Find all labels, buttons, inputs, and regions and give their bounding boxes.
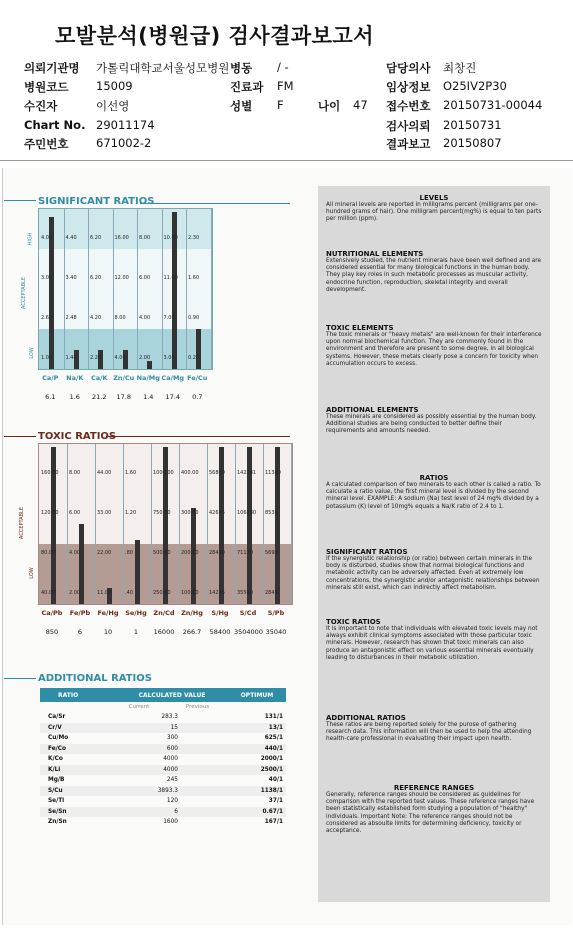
ratio-current: 4000 — [163, 766, 178, 773]
ratio-name: Fe/Co — [48, 745, 67, 752]
divider — [0, 160, 573, 161]
chart-column — [186, 209, 212, 369]
sig-band-low-label: LOW — [28, 347, 35, 359]
tick-label: 4.00 — [69, 549, 81, 556]
info-block-text: The toxic minerals or "heavy metals" are well-known for their interference upon normal biochemical function. They are commonly found in the environment and therefore are present to some degree, in all biological systems. However, these metals clearly pose a concern for toxicity when accumulation occurs to excess. — [326, 332, 542, 367]
ratio-label: Se/Hg — [125, 609, 147, 617]
sub-current: Current — [128, 704, 150, 710]
value-receipt-no: 20150731-00044 — [443, 98, 543, 112]
significant-rule-right — [140, 203, 290, 204]
chart-column — [179, 444, 208, 604]
tick-label: 1.40 — [65, 354, 77, 361]
chart-bar — [135, 540, 140, 604]
info-block-title: TOXIC ELEMENTS — [326, 324, 394, 332]
ratio-current: 4000 — [163, 756, 178, 763]
ratio-value: 16000 — [153, 628, 175, 636]
ratio-label: Fe/Pb — [69, 609, 91, 617]
ratio-value: 850 — [45, 628, 59, 636]
value-report-date: 20150807 — [443, 136, 502, 150]
ratio-label: S/Cd — [239, 609, 257, 617]
ratio-current: 1600 — [163, 819, 178, 826]
chart-column — [88, 209, 114, 369]
table-row — [40, 817, 286, 828]
tick-label: 6.00 — [69, 509, 81, 516]
tick-label: 4.00 — [114, 354, 126, 361]
tick-label: 3.00 — [163, 354, 175, 361]
label-sex: 성별 — [230, 99, 253, 113]
table-row — [40, 807, 286, 818]
ratio-current: 245 — [166, 777, 178, 784]
label-resident-no: 주민번호 — [24, 137, 69, 151]
additional-rows — [40, 712, 286, 828]
toxic-chart — [38, 443, 293, 605]
tick-label: 4.00 — [139, 314, 151, 321]
ratio-optimum: 13/1 — [268, 724, 283, 731]
tick-label: 28450 — [209, 549, 225, 556]
significant-rule — [4, 200, 36, 201]
ratio-current: 3893.3 — [157, 787, 178, 794]
ratio-name: Ca/Sr — [48, 714, 66, 721]
info-block-text: A calculated comparison of two minerals to each other is called a ratio. To calculate a ratio value, the first mineral level is divided by the second mineral level. EXAMPLE: A sodium (Na) test level of 24 mg% divided by a potassium (K) level of 10mg% equals a Na/K ratio of 2.4 to 1. — [326, 482, 541, 510]
ratio-label: Ca/Pb — [41, 609, 63, 617]
ratio-current: 300 — [166, 735, 178, 742]
tick-label: 4.00 — [41, 234, 53, 241]
ratio-value: 35040 — [265, 628, 287, 636]
ratio-value: 21.2 — [92, 393, 107, 401]
label-patient: 수진자 — [24, 99, 58, 113]
ratio-label: Zn/Cu — [113, 374, 135, 382]
tick-label: 14225 — [209, 589, 225, 596]
ratio-label: S/Hg — [211, 609, 229, 617]
ratio-value: 1.4 — [143, 393, 154, 401]
tick-label: 4.20 — [90, 314, 102, 321]
ratio-optimum: 2000/1 — [260, 756, 283, 763]
tick-label: 400.00 — [181, 469, 199, 476]
ratio-optimum: 131/1 — [264, 714, 283, 721]
ratio-label: Ca/K — [90, 374, 108, 382]
label-ward: 병동 — [230, 61, 253, 75]
significant-title: SIGNIFICANT RATIOS — [38, 196, 155, 207]
tick-label: 11.00 — [97, 589, 112, 596]
value-ward: / - — [277, 60, 289, 74]
ratio-name: Mg/B — [48, 777, 65, 784]
ratio-current: 600 — [166, 745, 178, 752]
tick-label: 2845 — [265, 589, 278, 596]
additional-rule — [4, 678, 36, 679]
label-age: 나이 — [318, 99, 341, 113]
value-resident-no: 671002-2 — [96, 136, 152, 150]
tick-label: 8.00 — [114, 314, 126, 321]
ratio-value: 6.1 — [45, 393, 56, 401]
info-block-title: NUTRITIONAL ELEMENTS — [326, 250, 424, 258]
tick-label: 80.00 — [41, 549, 56, 556]
tick-label: 33.00 — [97, 509, 112, 516]
sig-band-high-label: HIGH — [27, 232, 34, 246]
report-title: 모발분석(병원급) 검사결과보고서 — [55, 24, 375, 48]
tick-label: 40.00 — [41, 589, 56, 596]
toxic-rule-right — [106, 436, 290, 437]
tick-label: 2.48 — [65, 314, 77, 321]
tick-label: 106880 — [237, 509, 257, 516]
tick-label: 0.90 — [188, 314, 200, 321]
tick-label: 3.40 — [65, 274, 77, 281]
chart-column — [137, 209, 163, 369]
table-row — [40, 796, 286, 807]
tick-label: 11.00 — [163, 274, 178, 281]
tick-label: 500.00 — [153, 549, 171, 556]
value-clinical-info: O25IV2P30 — [443, 79, 507, 93]
chart-column — [151, 444, 180, 604]
tick-label: 300.00 — [181, 509, 199, 516]
info-block-text: Extensively studied, the nutrient minerals have been well defined and are considered essential for many biological functions in the human body. They play key roles in such metabolic processes as muscular activity, endocrine function, reproduction, skeletal integrity and overall development. — [326, 258, 542, 293]
tick-label: 11380 — [265, 469, 281, 476]
ratio-label: Na/Mg — [136, 374, 160, 382]
ratio-name: Se/Sn — [48, 808, 67, 815]
tick-label: 200.00 — [181, 549, 199, 556]
toxic-rule — [4, 436, 36, 437]
tick-label: 1.60 — [188, 274, 200, 281]
info-block — [326, 406, 542, 436]
ratio-current: 6 — [174, 808, 178, 815]
label-request-date: 검사의뢰 — [386, 119, 431, 133]
chart-column — [67, 444, 96, 604]
table-row — [40, 712, 286, 723]
value-hospital-code: 15009 — [96, 79, 133, 93]
ratio-value: 3504000 — [234, 628, 263, 636]
info-block — [326, 194, 542, 224]
ratio-name: S/Cu — [48, 787, 63, 794]
info-block-text: All mineral levels are reported in milligrams percent (milligrams per one-hundred grams of hair). One milligram percent(mg%) is equal to ten parts per million (ppm). — [326, 202, 542, 223]
significant-chart — [38, 208, 213, 370]
tick-label: 6.00 — [139, 274, 151, 281]
info-block-text: These minerals are considered as possibly essential by the human body. Additional studies are being conducted to better define their requirements and amounts needed. — [326, 414, 537, 435]
ratio-value: 266.7 — [182, 628, 202, 636]
tick-label: 8.00 — [139, 234, 151, 241]
table-row — [40, 786, 286, 797]
tick-label: 2.20 — [90, 354, 102, 361]
chart-column — [235, 444, 264, 604]
tick-label: 2.60 — [41, 314, 53, 321]
chart-column — [263, 444, 292, 604]
info-block-title: TOXIC RATIOS — [326, 618, 381, 626]
info-block — [326, 474, 542, 511]
chart-column — [207, 444, 236, 604]
additional-table — [40, 688, 286, 828]
table-row — [40, 723, 286, 734]
info-block — [326, 784, 542, 835]
chart-bar — [196, 329, 201, 369]
tick-label: 44.00 — [97, 469, 112, 476]
ratio-name: K/Co — [48, 756, 63, 763]
col-calculated: CALCULATED VALUE — [138, 691, 206, 699]
table-row — [40, 744, 286, 755]
tick-label: 8535 — [265, 509, 278, 516]
info-block-title: ADDITIONAL ELEMENTS — [326, 406, 419, 414]
info-block-title: LEVELS — [419, 194, 449, 202]
ratio-value: 17.4 — [165, 393, 180, 401]
ratio-label: Ca/Mg — [161, 374, 185, 382]
ratio-optimum: 1138/1 — [260, 787, 283, 794]
tick-label: 10.00 — [163, 234, 178, 241]
info-block-title: SIGNIFICANT RATIOS — [326, 548, 408, 556]
tick-label: 160.00 — [41, 469, 59, 476]
ratio-label: S/Pb — [267, 609, 285, 617]
value-institution: 가톨릭대학교서울성모병원 — [96, 61, 230, 75]
tick-label: 5690 — [265, 549, 278, 556]
label-clinical-info: 임상정보 — [386, 80, 431, 94]
ratio-label: Na/K — [66, 374, 84, 382]
value-sex: F — [277, 98, 284, 112]
tick-label: 2.00 — [69, 589, 81, 596]
info-block — [326, 618, 542, 662]
info-block-text: These ratios are being reported solely for the purose of gathering research data. This information will then be used to help the attending health-care professional in evaluating their impact upon health. — [326, 722, 532, 743]
label-hospital-code: 병원코드 — [24, 80, 69, 94]
tick-label: 1.00 — [41, 354, 53, 361]
ratio-optimum: 40/1 — [268, 777, 283, 784]
ratio-value: 17.8 — [116, 393, 131, 401]
col-ratio: RATIO — [58, 691, 79, 699]
tick-label: 6.20 — [90, 274, 102, 281]
ratio-optimum: 0.67/1 — [262, 808, 283, 815]
tick-label: 100.00 — [181, 589, 199, 596]
tox-band-low-label: LOW — [28, 567, 35, 579]
tick-label: 1000.00 — [153, 469, 174, 476]
label-receipt-no: 접수번호 — [386, 99, 431, 113]
label-institution: 의뢰기관명 — [24, 61, 80, 75]
tick-label: 6.20 — [90, 234, 102, 241]
sub-previous: Previous — [185, 704, 210, 710]
value-department: FM — [277, 79, 294, 93]
tick-label: 16.00 — [114, 234, 129, 241]
chart-bar — [147, 361, 152, 369]
ratio-current: 15 — [170, 724, 178, 731]
tick-label: .40 — [125, 589, 133, 596]
tick-label: 1.20 — [125, 509, 137, 516]
ratio-name: Cr/V — [48, 724, 62, 731]
tick-label: 2.00 — [139, 354, 151, 361]
tick-label: 42675 — [209, 509, 225, 516]
ratio-value: 10 — [103, 628, 113, 636]
tick-label: 120.00 — [41, 509, 59, 516]
chart-column — [113, 209, 139, 369]
tick-label: 142281 — [237, 469, 257, 476]
toxic-title: TOXIC RATIOS — [38, 431, 117, 442]
table-row — [40, 765, 286, 776]
tick-label: 22.00 — [97, 549, 112, 556]
ratio-name: K/Li — [48, 766, 61, 773]
ratio-optimum: 37/1 — [268, 798, 283, 805]
ratio-optimum: 2500/1 — [260, 766, 283, 773]
info-block-text: If the synergistic relationship (or ratio) between certain minerals in the body is disturbed, studies show that normal biological functions and metabolic activity can be adversely affected. Even at extremely low concentrations, the synergistic and/or antagonistic relationships between minerals still exist, which can indirectly affect metabolism. — [326, 556, 540, 591]
tick-label: 3.00 — [41, 274, 53, 281]
info-block-title: RATIOS — [419, 474, 449, 482]
info-block-text: It is important to note that individuals with elevated toxic levels may not always exhibit clinical symptoms associated with those particular toxic minerals. However, research has shown that toxic minerals can also produce an antagonistic effect on various essential minerals eventually leading to disturbances in their metabolic utilization. — [326, 626, 538, 661]
info-block — [326, 324, 542, 368]
chart-column — [64, 209, 90, 369]
ratio-label: Fe/Hg — [97, 609, 119, 617]
ratio-current: 120 — [166, 798, 178, 805]
tox-band-acceptable-label: ACCEPTABLE — [18, 507, 25, 539]
info-block — [326, 714, 542, 744]
info-block-title: ADDITIONAL RATIOS — [326, 714, 406, 722]
label-department: 진료과 — [230, 80, 264, 94]
info-block — [326, 548, 542, 592]
value-request-date: 20150731 — [443, 118, 502, 132]
label-report-date: 결과보고 — [386, 137, 431, 151]
ratio-name: Se/Tl — [48, 798, 65, 805]
ratio-label: Fe/Cu — [187, 374, 208, 382]
tick-label: 8.00 — [69, 469, 81, 476]
ratio-optimum: 440/1 — [264, 745, 283, 752]
table-row — [40, 733, 286, 744]
table-row — [40, 775, 286, 786]
info-block-title: REFERENCE RANGES — [393, 784, 475, 792]
additional-title: ADDITIONAL RATIOS — [38, 673, 152, 684]
ratio-value: 6 — [77, 628, 83, 636]
ratio-value: 58400 — [209, 628, 231, 636]
ratio-label: Zn/Hg — [181, 609, 203, 617]
ratio-current: 283.3 — [161, 714, 178, 721]
tick-label: .80 — [125, 549, 133, 556]
tick-label: 12.00 — [114, 274, 129, 281]
tick-label: 2.30 — [188, 234, 200, 241]
tick-label: 0.20 — [188, 354, 200, 361]
ratio-value: 0.7 — [192, 393, 203, 401]
label-chart-no: Chart No. — [24, 118, 86, 132]
value-patient: 이선영 — [96, 99, 130, 113]
ratio-name: Cu/Mo — [48, 735, 69, 742]
tick-label: 250.00 — [153, 589, 171, 596]
ratio-label: Zn/Cd — [153, 609, 175, 617]
ratio-name: Zn/Sn — [48, 819, 67, 826]
chart-column — [162, 209, 188, 369]
label-doctor: 담당의사 — [386, 61, 431, 75]
ratio-label: Ca/P — [42, 374, 59, 382]
info-block — [326, 250, 542, 294]
tick-label: 1.60 — [125, 469, 137, 476]
tick-label: 750.00 — [153, 509, 171, 516]
chart-column — [123, 444, 152, 604]
tick-label: 71120 — [237, 549, 253, 556]
value-doctor: 최창진 — [443, 61, 477, 75]
tick-label: 35560 — [237, 589, 253, 596]
ratio-value: 1 — [133, 628, 139, 636]
sig-band-acceptable-label: ACCEPTABLE — [20, 277, 27, 309]
chart-column — [95, 444, 124, 604]
value-chart-no: 29011174 — [96, 118, 155, 132]
col-optimum: OPTIMUM — [240, 691, 274, 699]
table-row — [40, 754, 286, 765]
ratio-optimum: 625/1 — [264, 735, 283, 742]
ratio-value: 1.6 — [69, 393, 80, 401]
chart-column — [39, 444, 68, 604]
tick-label: 7.00 — [163, 314, 175, 321]
ratio-optimum: 167/1 — [264, 819, 283, 826]
chart-column — [39, 209, 65, 369]
value-age: 47 — [353, 98, 368, 112]
tick-label: 56800 — [209, 469, 225, 476]
additional-header — [40, 688, 286, 702]
additional-subheader — [40, 702, 286, 712]
info-panel — [318, 186, 550, 902]
info-block-text: Generally, reference ranges should be considered as guidelines for comparison with the reported test values. These reference ranges have been statistically established form studying a population of "healthy" individuals. Important Note: The reference ranges should not be considered as absoulte limits for determining deficiency, toxicity or acceptance. — [326, 792, 535, 835]
tick-label: 4.40 — [65, 234, 77, 241]
